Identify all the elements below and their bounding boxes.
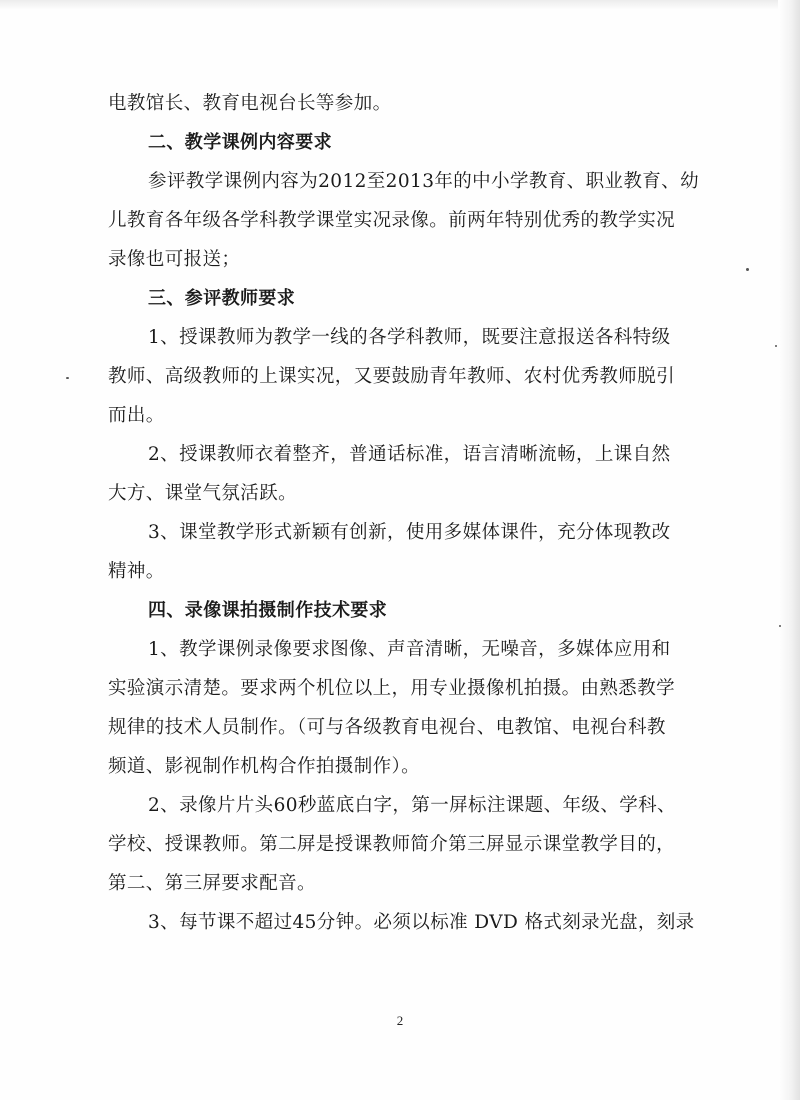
scan-speck [779,625,781,627]
text-line: 实验演示清楚。要求两个机位以上，用专业摄像机拍摄。由熟悉教学 [108,678,676,699]
text-line: 3、课堂教学形式新颖有创新，使用多媒体课件，充分体现教改 [148,522,671,543]
text-line: 电教馆长、教育电视台长等参加。 [108,93,392,114]
text-line: 频道、影视制作机构合作拍摄制作）。 [108,756,421,777]
section-heading: 三、参评教师要求 [148,288,296,309]
text-line: 2、授课教师衣着整齐，普通话标准，语言清晰流畅，上课自然 [148,444,671,465]
text-line: 教师、高级教师的上课实况，又要鼓励青年教师、农村优秀教师脱引 [108,366,676,387]
section-heading: 二、教学课例内容要求 [148,132,332,153]
text-line: 大方、课堂气氛活跃。 [108,483,298,504]
text-line: 3、每节课不超过45分钟。必须以标准 DVD 格式刻录光盘，刻录 [148,912,695,933]
text-line: 儿教育各年级各学科教学课堂实况录像。前两年特别优秀的教学实况 [108,210,676,231]
scan-speck [66,377,69,379]
text-line: 而出。 [108,405,165,426]
text-line: 2、录像片片头60秒蓝底白字，第一屏标注课题、年级、学科、 [148,795,676,816]
text-line: 1、教学课例录像要求图像、声音清晰，无噪音，多媒体应用和 [148,639,671,660]
text-line: 第二、第三屏要求配音。 [108,873,316,894]
text-line: 1、授课教师为教学一线的各学科教师，既要注意报送各科特级 [148,327,671,348]
scan-top-edge [0,0,800,10]
text-line: 规律的技术人员制作。（可与各级教育电视台、电教馆、电视台科教 [108,717,666,738]
text-line: 精神。 [108,561,165,582]
text-line: 参评教学课例内容为2012至2013年的中小学教育、职业教育、幼 [148,171,699,192]
scan-speck [775,345,777,347]
document-body [108,84,699,942]
scan-right-edge [778,0,800,1100]
text-line: 学校、授课教师。第二屏是授课教师简介第三屏显示课堂教学目的， [108,834,676,855]
text-line: 录像也可报送； [108,249,241,270]
scan-speck [746,268,749,271]
page-number: 2 [396,1013,404,1028]
section-heading: 四、录像课拍摄制作技术要求 [148,600,388,621]
